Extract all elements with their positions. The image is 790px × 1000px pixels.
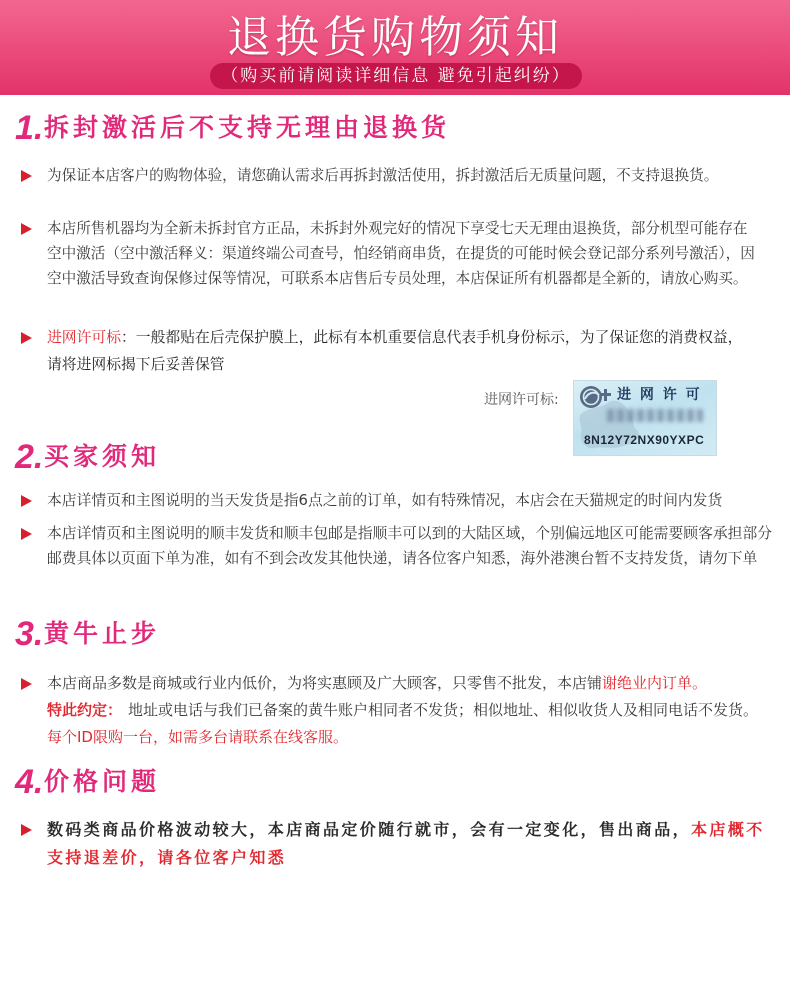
triangle-bullet-icon	[21, 678, 32, 690]
text-segment: 数码类商品价格波动较大，本店商品定价随行就市，会有一定变化，售出商品，	[47, 820, 692, 839]
item-text	[47, 670, 786, 697]
text-line: 本店所售机器均为全新未拆封官方正品，未拆封外观完好的情况下享受七天无理由退换货，部分机型可能存在	[47, 220, 748, 237]
triangle-bullet-icon	[21, 824, 32, 836]
bullet-item	[21, 324, 786, 378]
section-title: 拆封激活后不支持无理由退换货	[44, 113, 451, 142]
highlight-text: 本店概不	[691, 820, 765, 839]
triangle-bullet-icon	[21, 332, 32, 344]
purchase-limit-notice	[21, 724, 786, 751]
text-line: 空中激活（空中激活释义：渠道终端公司查号，怕经销商串货，在提货的可能时候会登记部分系列号激活），因	[47, 245, 755, 262]
text-line	[47, 697, 786, 724]
text-line: 本店详情页和主图说明的当天发货是指6点之前的订单，如有特殊情况，本店会在天猫规定的时间内发货	[47, 492, 723, 509]
section-heading-1	[15, 106, 450, 150]
text-line: 为保证本店客户的购物体验，请您确认需求后再拆封激活使用，拆封激活后无质量问题，不支持退换货。	[47, 167, 719, 184]
section-title: 买家须知	[44, 442, 161, 471]
section-number: 3.	[15, 615, 44, 653]
bullet-item	[21, 670, 786, 697]
triangle-bullet-icon	[21, 170, 32, 182]
item-text	[47, 488, 786, 513]
text-line: 请将进网标揭下后妥善保管	[47, 356, 225, 373]
bullet-item	[21, 163, 786, 188]
bullet-item	[21, 816, 786, 872]
section-heading-2	[15, 435, 160, 479]
text-line	[47, 816, 786, 844]
text-segment: 本店商品多数是商城或行业内低价，为将实惠顾及广大顾客，只零售不批发，本店铺	[47, 674, 603, 692]
item-text	[47, 163, 786, 188]
license-caption: 进网许可标:	[484, 392, 559, 408]
text-line: 邮费具体以页面下单为准，如有不到会改发其他快递，请各位客户知悉，海外港澳台暂不支持发货，请勿下单	[47, 550, 758, 567]
page-title: 退换货购物须知	[227, 12, 563, 63]
section-number: 2.	[15, 438, 44, 476]
header-banner	[0, 0, 790, 95]
section-title: 黄牛止步	[44, 619, 161, 648]
item-text	[47, 324, 786, 378]
text-line	[47, 670, 786, 697]
highlight-text: 支持退差价，请各位客户知悉	[47, 848, 287, 867]
sticker-title: 进 网 许 可	[617, 387, 702, 403]
limit-notice-text: 每个ID限购一台，如需多台请联系在线客服。	[47, 728, 348, 746]
section-number: 4.	[15, 763, 44, 801]
bullet-item	[21, 488, 786, 513]
triangle-bullet-icon	[21, 223, 32, 235]
network-license-sticker	[573, 380, 717, 456]
item-text	[47, 816, 786, 872]
item-text	[47, 697, 786, 724]
highlight-text: 谢绝业内订单。	[602, 674, 708, 692]
agreement-text: 地址或电话与我们已备案的黄牛账户相同者不发货；相似地址、相似收货人及相同电话不发货。	[128, 701, 759, 719]
text-line: 本店详情页和主图说明的顺丰发货和顺丰包邮是指顺丰可以到的大陆区域，个别偏远地区可能需要顾客承担部分	[47, 525, 773, 542]
triangle-bullet-icon	[21, 495, 32, 507]
section-heading-4	[15, 760, 160, 804]
section-number: 1.	[15, 109, 44, 147]
agreement-label: 特此约定：	[47, 701, 123, 719]
agreement-note	[21, 697, 786, 724]
section-heading-3	[15, 612, 160, 656]
text-line	[47, 324, 786, 351]
highlight-text: 进网许可标	[47, 329, 121, 346]
text-segment: ：一般都贴在后壳保护膜上，此标有本机重要信息代表手机身份标示，为了保证您的消费权益，	[121, 329, 743, 346]
triangle-bullet-icon	[21, 528, 32, 540]
item-text	[47, 521, 786, 571]
text-line: 空中激活导致查询保修过保等情况，可联系本店售后专员处理，本店保证所有机器都是全新的，请放心购买。	[47, 270, 748, 287]
section-title: 价格问题	[44, 767, 161, 796]
sticker-blurred-text	[607, 409, 703, 422]
item-text	[47, 724, 786, 751]
bullet-item	[21, 521, 786, 571]
item-text	[47, 216, 786, 291]
page-subtitle: （购买前请阅读详细信息 避免引起纠纷）	[221, 66, 571, 86]
bullet-item	[21, 216, 786, 291]
subtitle-pill	[210, 63, 582, 89]
sticker-serial-code: 8N12Y72NX90YXPC	[584, 433, 705, 447]
